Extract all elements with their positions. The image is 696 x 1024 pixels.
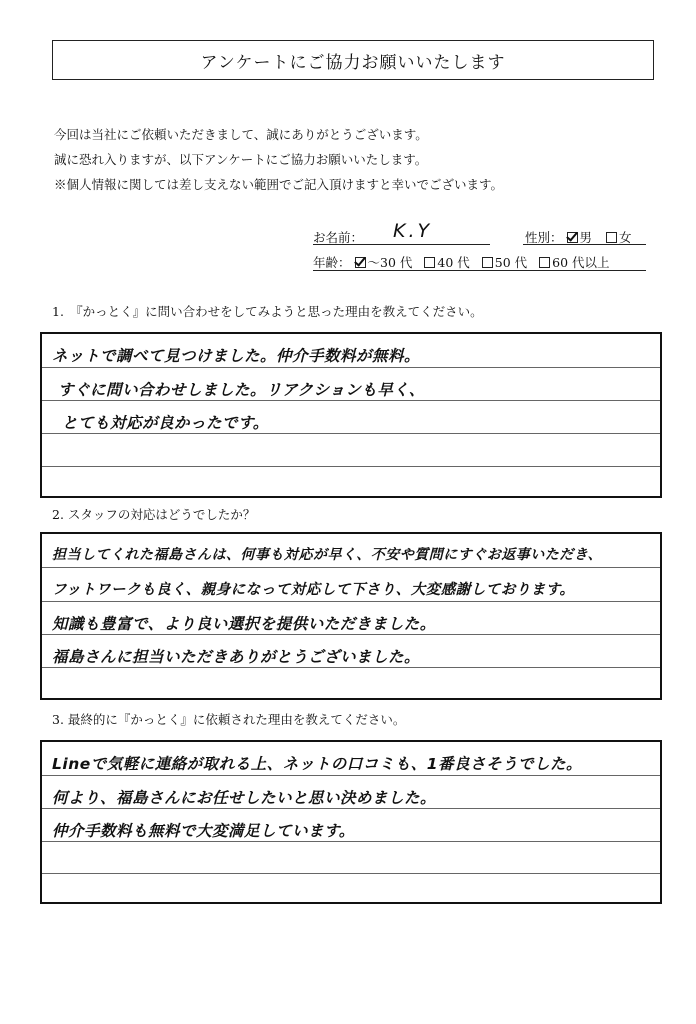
gender-female-checkbox[interactable] [606, 232, 617, 243]
answer-3-line-3: 仲介手数料も無料で大変満足しています。 [52, 822, 355, 840]
question-3-label: 3. 最終的に『かっとく』に依頼された理由を教えてください。 [52, 712, 406, 727]
ruled-line [42, 400, 660, 401]
question-1-label: 1. 『かっとく』に問い合わせをしてみようと思った理由を教えてください。 [52, 304, 483, 319]
answer-2-line-3: 知識も豊富で、より良い選択を提供いただきました。 [52, 615, 436, 633]
age-60-label: 60 代以上 [552, 255, 610, 270]
ruled-line [42, 775, 660, 776]
age-underline [313, 270, 646, 271]
ruled-line [42, 466, 660, 467]
gender-male-checkbox[interactable] [567, 232, 578, 243]
intro-text [54, 122, 503, 197]
intro-line-1: 今回は当社にご依頼いただきまして、誠にありがとうございます。 [54, 127, 428, 142]
age-30-checkbox[interactable] [355, 257, 366, 268]
answer-3-line-2: 何より、福島さんにお任せしたいと思い決めました。 [52, 789, 437, 807]
ruled-line [42, 873, 660, 874]
ruled-line [42, 367, 660, 368]
age-40-label: 40 代 [437, 255, 470, 270]
name-value: K.Y [393, 220, 433, 242]
name-gender-row [313, 220, 646, 247]
answer-2-line-1: 担当してくれた福島さんは、何事も対応が早く、不安や質問にすぐお返事いただき、 [52, 547, 603, 563]
name-label: お名前： [313, 230, 364, 245]
ruled-line [42, 841, 660, 842]
survey-title: アンケートにご協力お願いいたします [52, 40, 654, 80]
gender-label: 性別： [525, 230, 563, 245]
answer-box-1[interactable] [40, 332, 662, 498]
age-60-checkbox[interactable] [539, 257, 550, 268]
answer-box-2[interactable] [40, 532, 662, 700]
intro-line-2: 誠に恐れ入りますが、以下アンケートにご協力お願いいたします。 [54, 152, 428, 167]
answer-1-line-3: とても対応が良かったです。 [62, 414, 269, 432]
age-30-label: ～30 代 [367, 255, 413, 270]
ruled-line [42, 808, 660, 809]
age-50-checkbox[interactable] [482, 257, 493, 268]
question-2-label: 2. スタッフの対応はどうでしたか？ [52, 507, 256, 522]
gender-female-label: 女 [619, 230, 632, 245]
answer-box-3[interactable] [40, 740, 662, 904]
ruled-line [42, 667, 660, 668]
age-row [313, 253, 646, 275]
answer-2-line-4: 福島さんに担当いただきありがとうございました。 [52, 648, 421, 666]
ruled-line [42, 567, 660, 568]
answer-2-line-2: フットワークも良く、親身になって対応して下さり、大変感謝しております。 [52, 582, 575, 598]
intro-line-3: ※個人情報に関しては差し支えない範囲でご記入頂けますと幸いでございます。 [54, 177, 504, 192]
age-50-label: 50 代 [494, 255, 528, 270]
name-underline [313, 244, 490, 245]
answer-1-line-2: すぐに問い合わせしました。リアクションも早く、 [58, 381, 425, 399]
ruled-line [42, 433, 660, 434]
answer-1-line-1: ネットで調べて見つけました。仲介手数料が無料。 [52, 347, 421, 365]
gender-male-label: 男 [579, 230, 593, 245]
ruled-line [42, 601, 660, 602]
answer-3-line-1: Lineで気軽に連絡が取れる上、ネットの口コミも、1番良さそうでした。 [52, 755, 583, 773]
ruled-line [42, 634, 660, 635]
age-40-checkbox[interactable] [424, 257, 435, 268]
gender-underline [523, 244, 646, 245]
age-label: 年齢： [313, 255, 351, 270]
